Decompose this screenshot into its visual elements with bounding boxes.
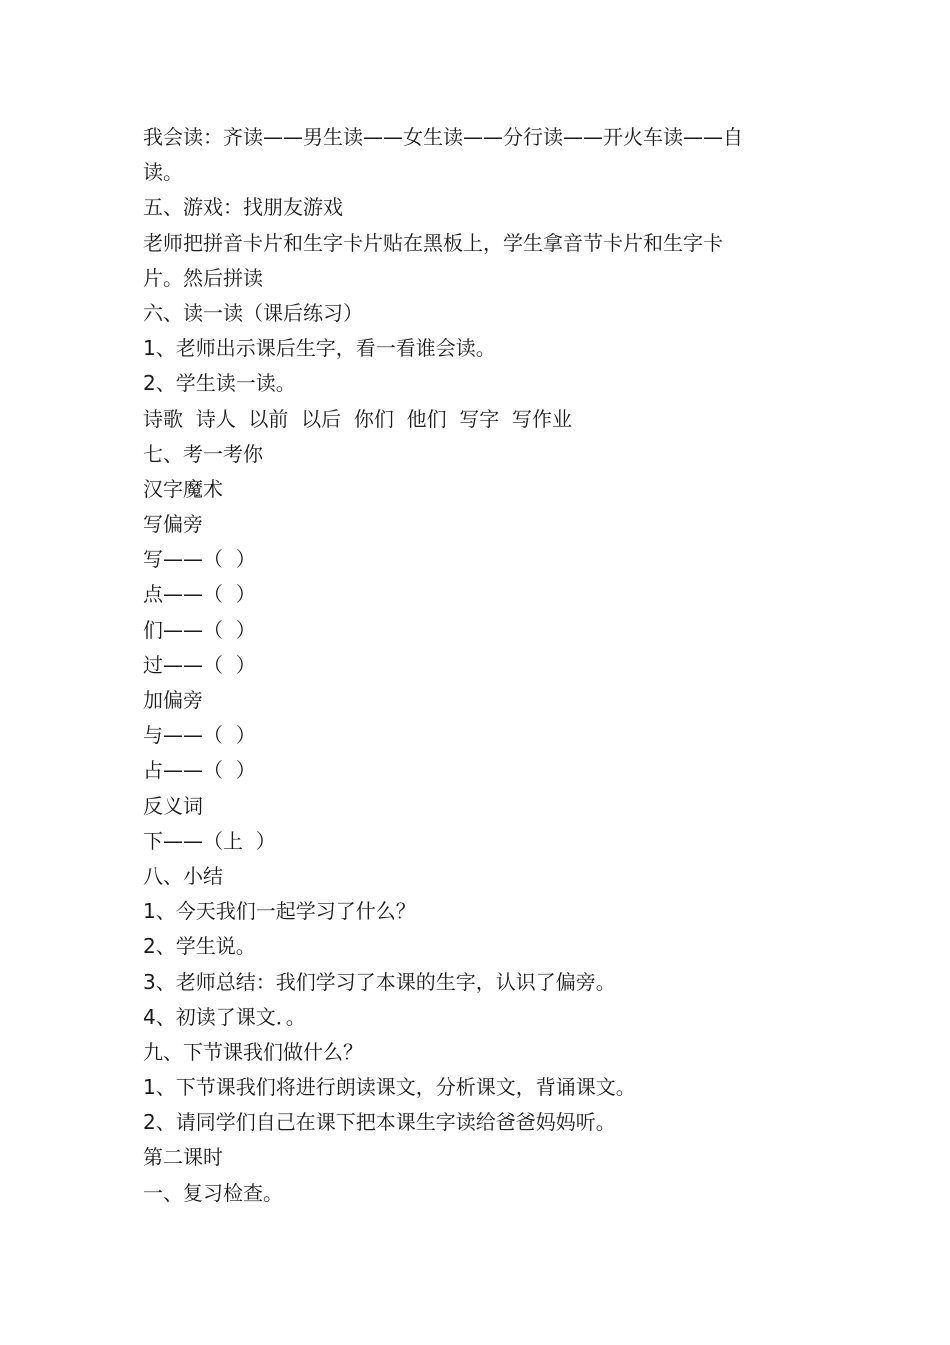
list-item: 1、下节课我们将进行朗读课文，分析课文，背诵课文。 — [143, 1075, 636, 1100]
subheading: 写偏旁 — [143, 512, 203, 537]
text-line: 片。然后拼读 — [143, 265, 263, 290]
list-item: 3、老师总结：我们学习了本课的生字，认识了偏旁。 — [143, 969, 616, 994]
exercise-item: 占——（ ） — [143, 758, 256, 783]
section-heading: 九、下节课我们做什么？ — [143, 1039, 363, 1064]
list-item: 2、学生说。 — [143, 934, 256, 959]
subheading: 汉字魔术 — [143, 476, 223, 501]
list-item: 1、老师出示课后生字，看一看谁会读。 — [143, 336, 496, 361]
section-heading: 五、游戏：找朋友游戏 — [143, 195, 343, 220]
section-heading: 七、考一考你 — [143, 441, 263, 466]
exercise-item: 写——（ ） — [143, 547, 256, 572]
word-list: 诗歌 诗人 以前 以后 你们 他们 写字 写作业 — [143, 406, 573, 431]
subheading: 反义词 — [143, 793, 203, 818]
exercise-item: 与——（ ） — [143, 723, 256, 748]
list-item: 2、请同学们自己在课下把本课生字读给爸爸妈妈听。 — [143, 1110, 616, 1135]
exercise-item: 点——（ ） — [143, 582, 256, 607]
exercise-item: 下——（上 ） — [143, 828, 276, 853]
section-heading: 八、小结 — [143, 863, 223, 888]
document-body — [143, 120, 783, 1211]
list-item: 1、今天我们一起学习了什么？ — [143, 899, 416, 924]
list-item: 4、初读了课文．。 — [143, 1004, 306, 1029]
text-line: 我会读：齐读——男生读——女生读——分行读——开火车读——自 — [143, 125, 743, 149]
list-item: 2、学生读一读。 — [143, 371, 296, 396]
text-line: 读。 — [143, 160, 183, 185]
section-heading: 一、复习检查。 — [143, 1180, 283, 1205]
text-line: 老师把拼音卡片和生字卡片贴在黑板上，学生拿音节卡片和生字卡 — [143, 230, 723, 255]
section-heading: 六、读一读（课后练习） — [143, 300, 363, 325]
exercise-item: 们——（ ） — [143, 617, 256, 642]
subheading: 加偏旁 — [143, 688, 203, 712]
exercise-item: 过——（ ） — [143, 652, 256, 677]
lesson-heading: 第二课时 — [143, 1145, 223, 1170]
